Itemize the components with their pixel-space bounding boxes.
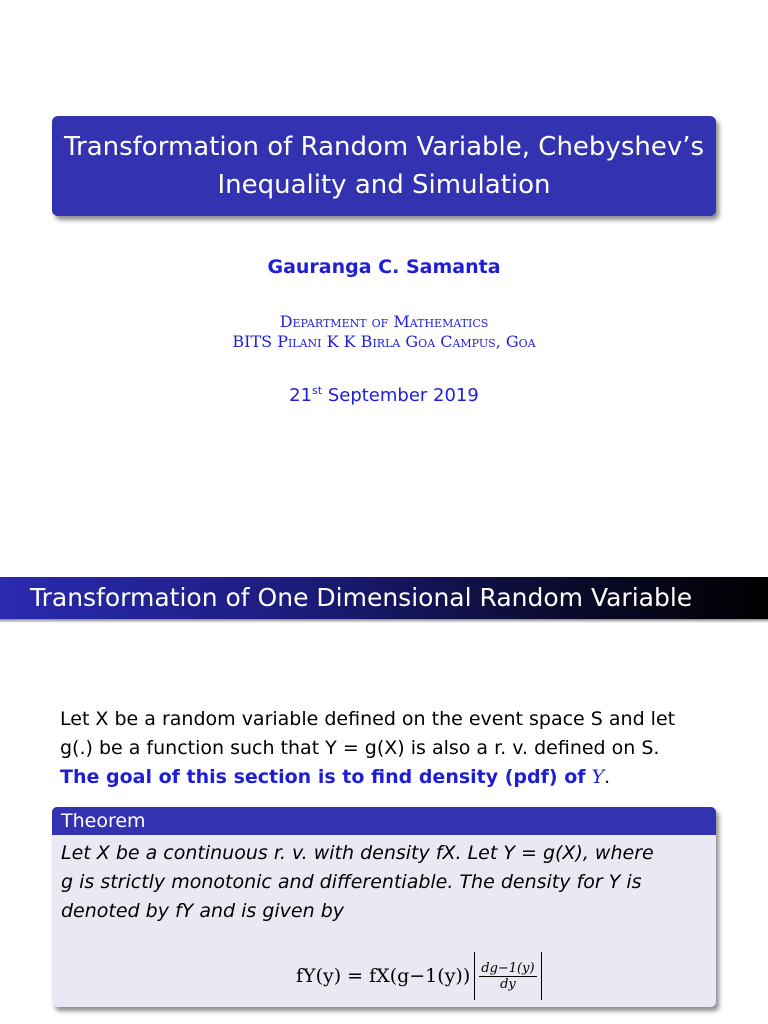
content-slide bbox=[0, 512, 768, 1024]
goal-line: The goal of this section is to find density (pdf) of Y. bbox=[60, 766, 611, 788]
intro-line-2: g(.) be a function such that Y = g(X) is also a r. v. defined on S. bbox=[60, 737, 660, 759]
date-suffix: st bbox=[312, 384, 323, 397]
theorem-line-2: g is strictly monotonic and differentiable. The density for Y is bbox=[61, 871, 642, 893]
affiliation bbox=[0, 312, 768, 352]
intro-paragraph bbox=[60, 705, 720, 792]
title-line-1: Transformation of Random Variable, Chebyshev’s bbox=[63, 132, 705, 162]
date-rest: September 2019 bbox=[322, 385, 479, 406]
fraction-denominator: dy bbox=[500, 976, 516, 992]
theorem-title: Theorem bbox=[52, 807, 716, 835]
frame-title-shadow bbox=[0, 619, 768, 623]
date-day: 21 bbox=[289, 385, 313, 406]
goal-variable: Y bbox=[591, 766, 605, 788]
theorem-block bbox=[52, 807, 716, 1007]
abs-bar-right bbox=[541, 952, 542, 1000]
goal-text: The goal of this section is to find density (pdf) of bbox=[60, 766, 586, 788]
department: Department of Mathematics bbox=[279, 312, 489, 331]
theorem-line-3: denoted by fY and is given by bbox=[61, 900, 344, 922]
theorem-body bbox=[52, 835, 716, 926]
derivative-fraction bbox=[479, 961, 536, 992]
density-formula bbox=[296, 954, 546, 998]
date bbox=[0, 384, 768, 406]
author: Gauranga C. Samanta bbox=[267, 256, 501, 278]
formula-lhs: fY(y) = fX(g−1(y)) bbox=[296, 965, 471, 987]
fraction-numerator: dg−1(y) bbox=[481, 960, 535, 976]
title-line-2: Inequality and Simulation bbox=[217, 170, 551, 200]
intro-line-1: Let X be a random variable defined on the event space S and let bbox=[60, 708, 676, 730]
abs-bar-left bbox=[474, 952, 475, 1000]
frame-title: Transformation of One Dimensional Random Variable bbox=[0, 577, 768, 619]
theorem-line-1: Let X be a continuous r. v. with density fX. Let Y = g(X), where bbox=[61, 842, 654, 864]
institute: BITS Pilani K K Birla Goa Campus, Goa bbox=[232, 332, 536, 351]
presentation-title-box bbox=[52, 116, 716, 216]
